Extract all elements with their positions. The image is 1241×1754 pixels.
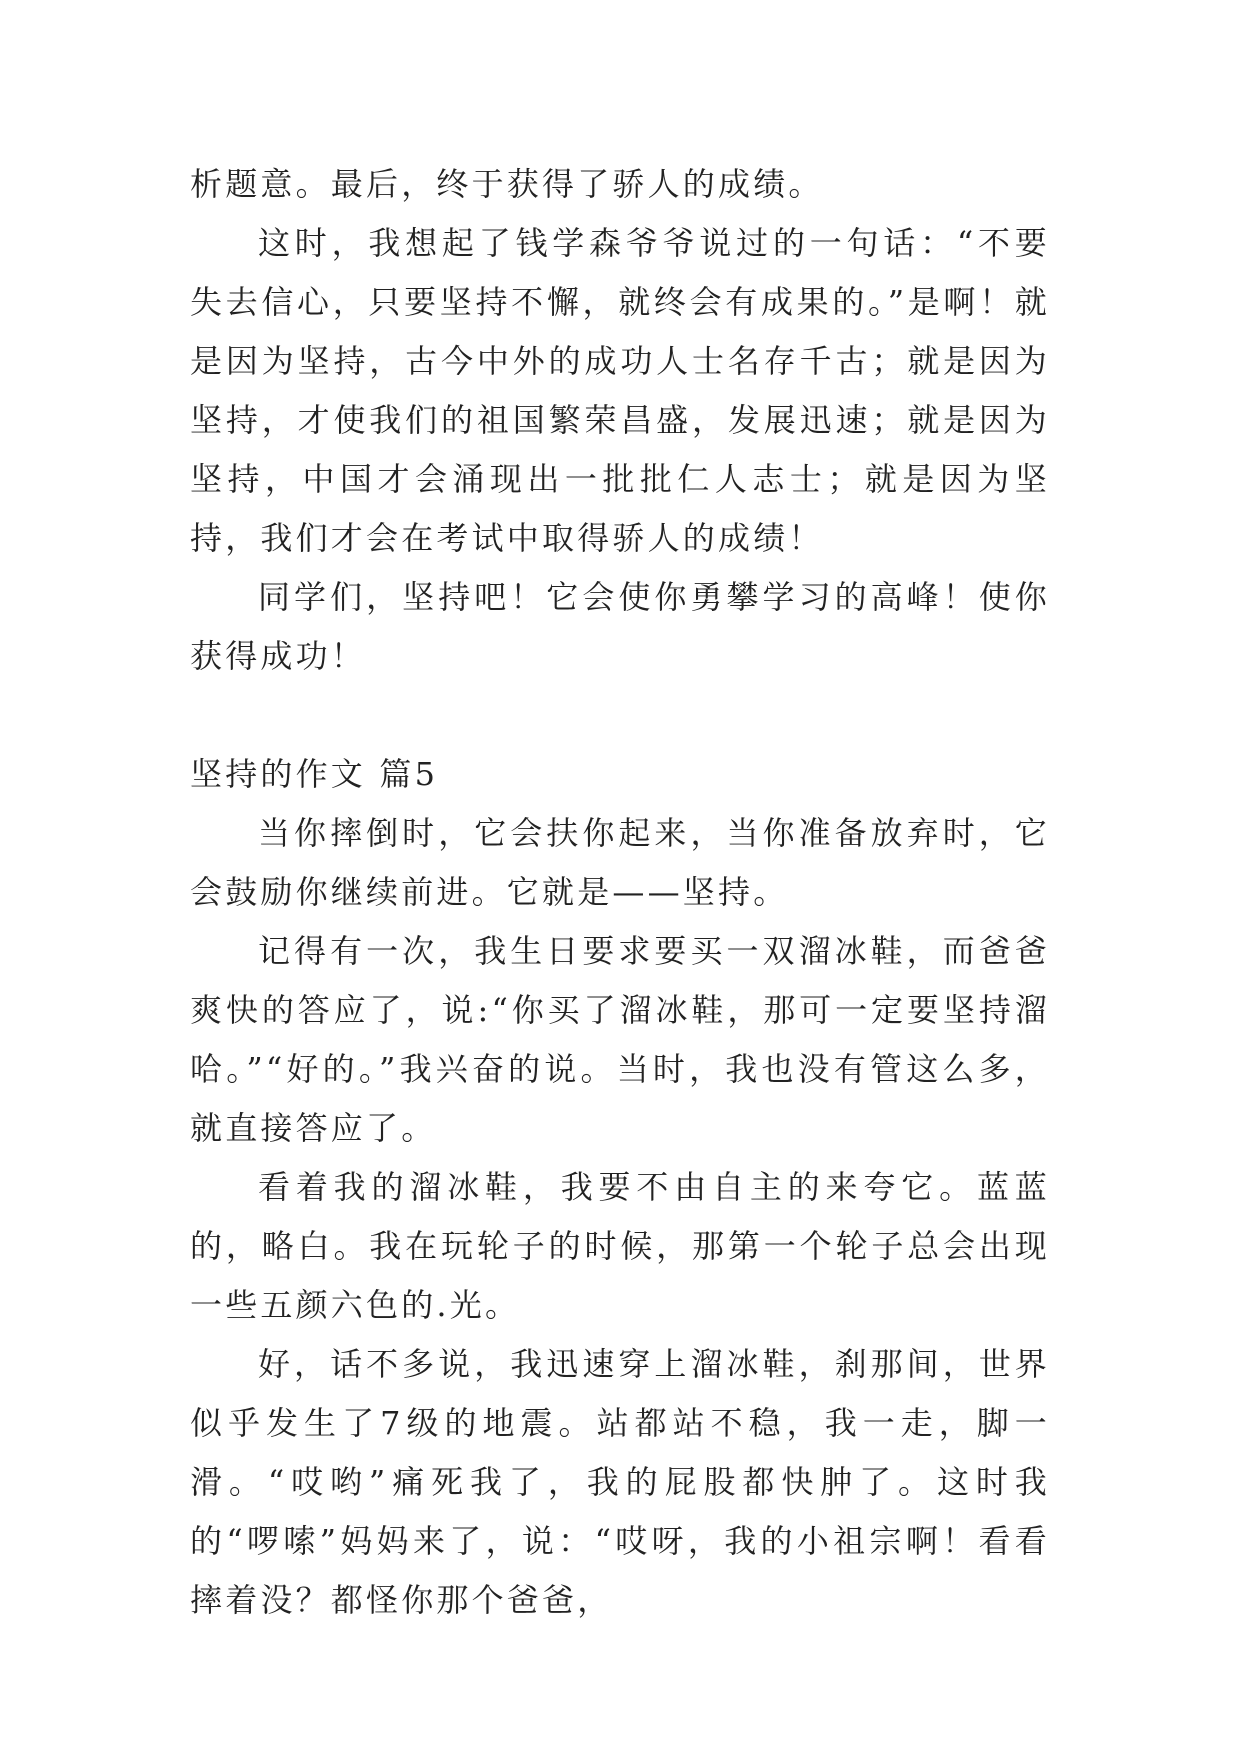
paragraph-6: 看着我的溜冰鞋，我要不由自主的来夸它。蓝蓝的，略白。我在玩轮子的时候，那第一个轮子总会出现一些五颜六色的.光。: [190, 1168, 1050, 1324]
section-spacer: [190, 686, 1050, 745]
paragraph-7: 好，话不多说，我迅速穿上溜冰鞋，刹那间，世界似乎发生了7级的地震。站都站不稳，我一走，脚一滑。“哎哟”痛死我了，我的屁股都快肿了。这时我的“啰嗦”妈妈来了，说：“哎呀，我的小祖宗啊！看看摔着没？都怪你那个爸爸，: [190, 1345, 1050, 1619]
paragraph-3: 同学们，坚持吧！它会使你勇攀学习的高峰！使你获得成功！: [190, 578, 1050, 675]
paragraph-4: 当你摔倒时，它会扶你起来，当你准备放弃时，它会鼓励你继续前进。它就是——坚持。: [190, 814, 1050, 911]
essay-body: [190, 155, 1050, 1630]
section-heading: 坚持的作文 篇5: [190, 755, 439, 793]
paragraph-2: 这时，我想起了钱学森爷爷说过的一句话：“不要失去信心，只要坚持不懈，就终会有成果的。”是啊！就是因为坚持，古今中外的成功人士名存千古；就是因为坚持，才使我们的祖国繁荣昌盛，发展迅速；就是因为坚持，中国才会涌现出一批批仁人志士；就是因为坚持，我们才会在考试中取得骄人的成绩！: [190, 224, 1050, 557]
paragraph-5: 记得有一次，我生日要求要买一双溜冰鞋，而爸爸爽快的答应了，说:“你买了溜冰鞋，那可一定要坚持溜哈。”“好的。”我兴奋的说。当时，我也没有管这么多，就直接答应了。: [190, 932, 1050, 1147]
paragraph-1: 析题意。最后，终于获得了骄人的成绩。: [190, 165, 824, 203]
